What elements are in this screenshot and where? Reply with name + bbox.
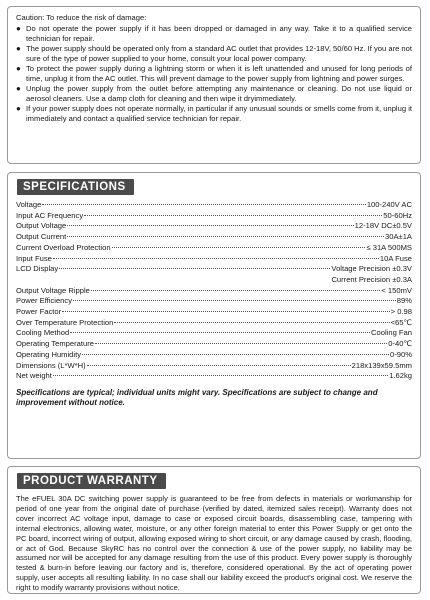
spec-label: Operating Humidity: [16, 349, 81, 359]
bullet-icon: ●: [16, 24, 21, 33]
caution-item-text: The power supply should be operated only from a standard AC outlet that provides 12-18V, 50/60 Hz. If you are not sure of the type of power supplied to your home, consult your local power company.: [26, 44, 412, 63]
dotted-leader: [95, 343, 387, 344]
caution-item: [16, 24, 412, 44]
caution-item: [16, 84, 412, 104]
spec-label: Output Voltage Ripple: [16, 285, 90, 295]
dotted-leader: [53, 258, 379, 259]
spec-value: 218x139x59.5mm: [351, 360, 412, 370]
spec-row: [16, 286, 412, 297]
dotted-leader: [62, 311, 390, 312]
bullet-icon: ●: [16, 84, 21, 93]
spec-row: [16, 264, 412, 275]
dotted-leader: [70, 332, 370, 333]
spec-label: Power Factor: [16, 307, 62, 317]
spec-label: Operating Temperature: [16, 339, 94, 349]
dotted-leader: [87, 365, 351, 366]
specifications-note: Specifications are typical; individual units might vary. Specifications are subject to change and improvement without notice.: [16, 387, 378, 408]
dotted-leader: [91, 290, 381, 291]
warranty-text: The eFUEL 30A DC switching power supply is guaranteed to be free from defects in materials or workmanship for period of one year from the original date of purchase (verified by dated, itemized sales receipt). Warranty does not cover incorrect AC voltage input, damage to case or exposed circuit boards, disassembling case, tampering with internal electronics, allowing water, moisture, or any other foreign material to enter this Power Supply or get onto the PC board, incorrect wiring of output, allowing exposed wiring to short circuit, or any damage caused by crash, flooding, or act of God. Because SkyRC has no control over the connection & use of the power supply, no liability may be assumed nor will be accepted for any damage resulting from the use of this product. Every power supply is thoroughly tested & burn-in before leaving our factory and is, therefore, considered operational. By the act of operating power supply, user accepts all resulting liability. In no case shall our liability exceed the product's original cost. We reserve the right to modify warranty provisions without notice.: [16, 494, 412, 593]
dotted-leader: [42, 204, 365, 205]
spec-row: [16, 232, 412, 243]
dotted-leader: [59, 268, 330, 269]
spec-value: ≤ 31A 500MS: [366, 242, 412, 252]
spec-value: Cooling Fan: [371, 328, 412, 338]
bullet-icon: ●: [16, 104, 21, 113]
spec-row: [16, 350, 412, 361]
caution-list: [16, 24, 412, 124]
spec-row: [16, 254, 412, 265]
warranty-panel: [7, 466, 421, 594]
spec-value: 0-90%: [390, 349, 412, 359]
spec-value: 89%: [396, 296, 412, 306]
spec-value: > 0.98: [390, 307, 412, 317]
specifications-list: [16, 200, 412, 382]
spec-value: 0-40℃: [388, 339, 412, 349]
spec-row: [16, 243, 412, 254]
spec-value: 30A±1A: [385, 232, 412, 242]
dotted-leader: [82, 354, 389, 355]
caution-item: [16, 64, 412, 84]
dotted-leader: [67, 225, 353, 226]
dotted-leader: [114, 322, 389, 323]
spec-label: Current Overload Protection: [16, 242, 111, 252]
spec-row: [16, 296, 412, 307]
spec-label: Voltage: [16, 200, 42, 209]
spec-row-continuation: [16, 275, 412, 286]
caution-item-text: To protect the power supply during a lightning storm or when it is left unattended and unused for long periods of time, unplug it from the AC outlet. This will prevent damage to the power supply from lightning and power surges.: [26, 64, 412, 83]
spec-value: 1.62kg: [389, 371, 412, 381]
bullet-icon: ●: [16, 64, 21, 73]
spec-value: Current Precision ±0.3A: [331, 274, 412, 284]
caution-panel: [7, 6, 421, 164]
caution-title: Caution: To reduce the risk of damage:: [16, 13, 147, 22]
spec-label: LCD Display: [16, 264, 59, 274]
bullet-icon: ●: [16, 44, 21, 53]
spec-row: [16, 328, 412, 339]
spec-label: Dimensions (L*W*H): [16, 360, 86, 370]
spec-value: 50-60Hz: [383, 210, 412, 220]
spec-row: [16, 221, 412, 232]
dotted-leader: [67, 236, 384, 237]
caution-item: [16, 104, 412, 124]
specifications-heading: SPECIFICATIONS: [17, 179, 134, 195]
spec-row: [16, 339, 412, 350]
specifications-panel: [7, 172, 421, 459]
spec-label: Cooling Method: [16, 328, 70, 338]
spec-label: Power Efficiency: [16, 296, 72, 306]
spec-row: [16, 371, 412, 382]
spec-row: [16, 318, 412, 329]
caution-item-text: If your power supply does not operate normally, in particular if any unusual sounds or smells come from it, unplug it immediately and contact a qualified service technician for repair.: [26, 104, 412, 123]
dotted-leader: [112, 247, 366, 248]
dotted-leader: [84, 215, 382, 216]
spec-label: Over Temperature Protection: [16, 317, 114, 327]
spec-label: Input AC Frequency: [16, 210, 84, 220]
caution-item-text: Unplug the power supply from the outlet before attempting any maintenance or cleaning. Do not use liquid or aerosol cleaners. Use a damp cloth for cleaning and then wipe it dryimmediately.: [26, 84, 412, 103]
warranty-heading: PRODUCT WARRANTY: [17, 473, 166, 489]
spec-row: [16, 200, 412, 211]
spec-row: [16, 361, 412, 372]
spec-row: [16, 307, 412, 318]
spec-label: Net weight: [16, 371, 52, 381]
spec-label: Output Voltage: [16, 221, 67, 231]
caution-item: [16, 44, 412, 64]
spec-value: 100-240V AC: [366, 200, 412, 209]
spec-value: 10A Fuse: [379, 253, 412, 263]
dotted-leader: [53, 375, 388, 376]
spec-value: 12-18V DC±0.5V: [354, 221, 412, 231]
spec-value: < 150mV: [381, 285, 412, 295]
spec-label: Input Fuse: [16, 253, 52, 263]
spec-value: <65℃: [390, 317, 412, 327]
spec-value: Voltage Precision ±0.3V: [331, 264, 412, 274]
spec-row: [16, 211, 412, 222]
caution-item-text: Do not operate the power supply if it has been dropped or damaged in any way. Take it to a qualified service technician for repair.: [26, 24, 412, 43]
spec-label: Output Current: [16, 232, 67, 242]
dotted-leader: [73, 300, 396, 301]
